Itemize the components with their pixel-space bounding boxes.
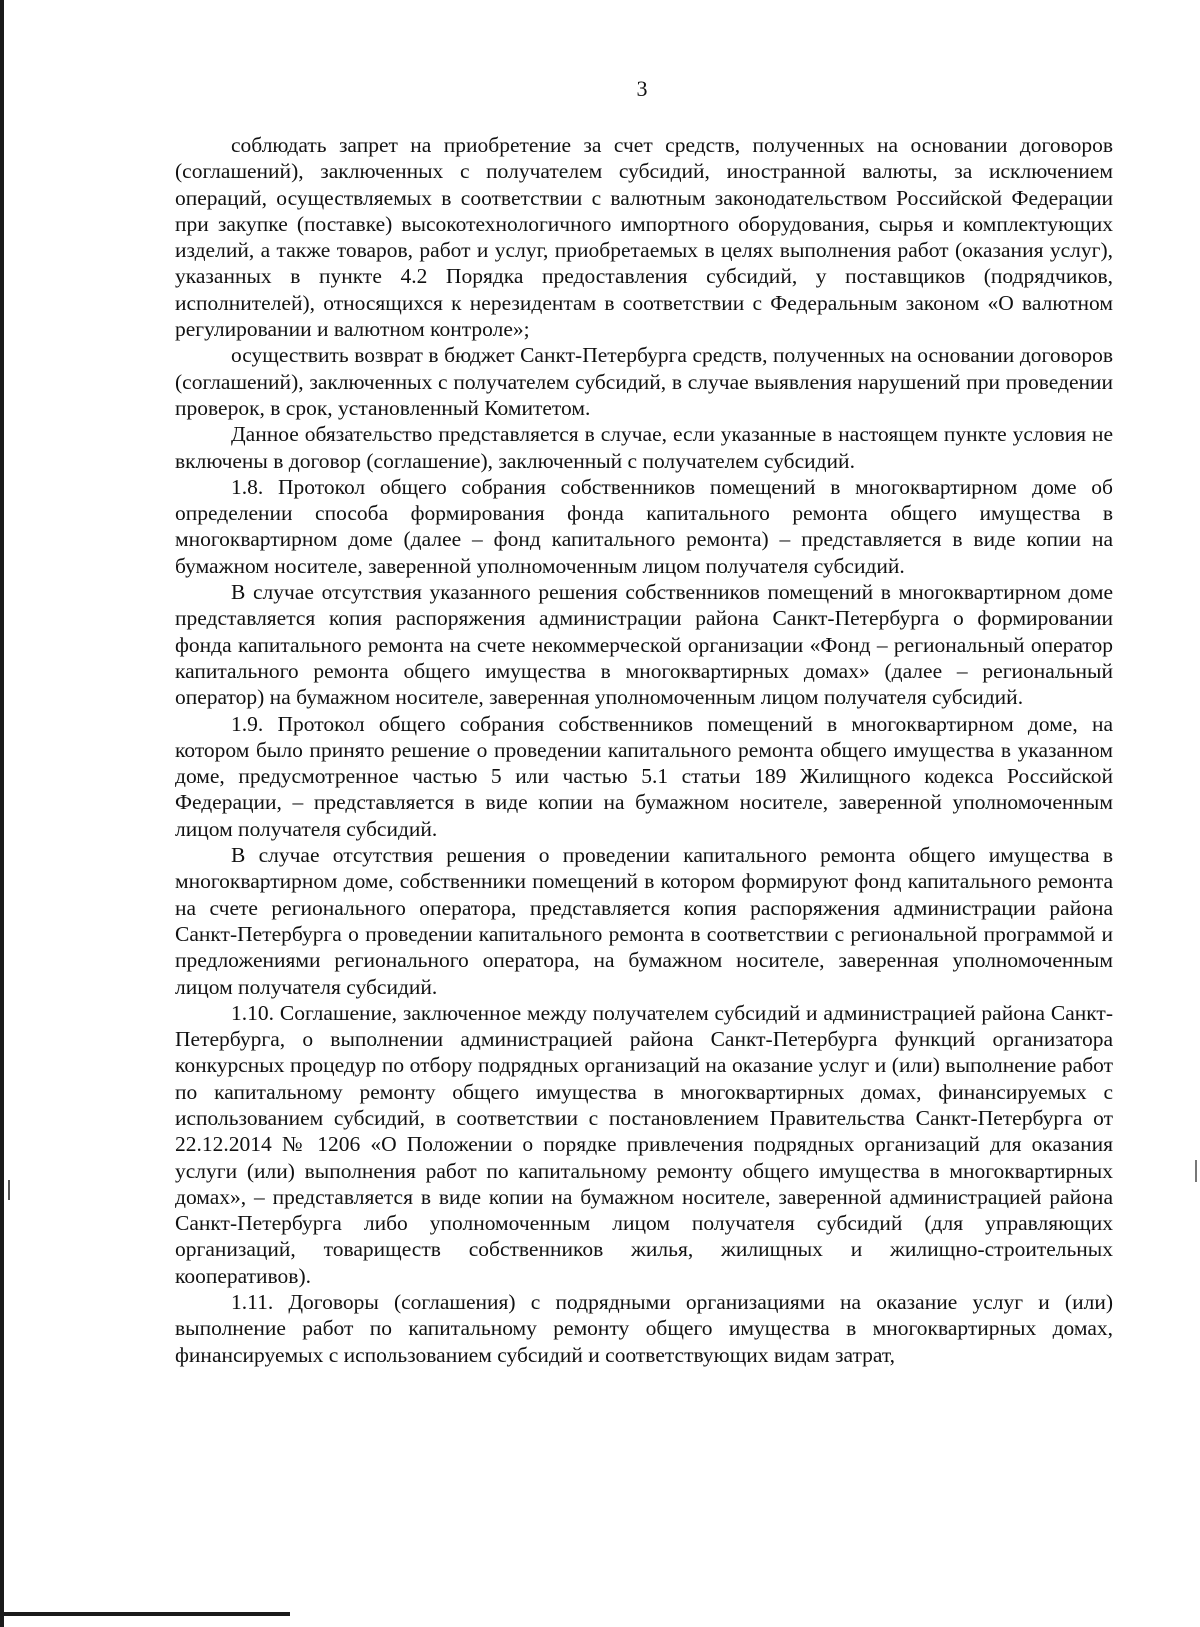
paragraph: 1.9. Протокол общего собрания собственников помещений в многоквартирном доме, на котором было принято решение о проведении капитального ремонта общего имущества в указанном доме, предусмотренное частью 5 или частью 5.1 статьи 189 Жилищного кодекса Российской Федерации, – представляется в виде копии на бумажном носителе, заверенной уполномоченным лицом получателя субсидий. bbox=[175, 711, 1113, 841]
paragraph: осуществить возврат в бюджет Санкт-Петербурга средств, полученных на основании договоров (соглашений), заключенных с получателем субсидий, в случае выявления нарушений при проведении проверок, в срок, установленный Комитетом. bbox=[175, 343, 1113, 420]
paragraph: 1.10. Соглашение, заключенное между получателем субсидий и администрацией района Санкт-Петербурга, о выполнении администрацией района Санкт-Петербурга функций организатора конкурсных процедур по отбору подрядных организаций на оказание услуг и (или) выполнение работ по капитальному ремонту общего имущества в многоквартирных домах, финансируемых с использованием субсидий, в соответствии с постановлением Правительства Санкт-Петербурга от 22.12.2014 № 1206 «О Положении о порядке привлечения подрядных организаций для оказания услуги (или) выполнения работ по капитальному ремонту общего имущества в многоквартирных домах», – представляется в виде копии на бумажном носителе, заверенной администрацией района Санкт-Петербурга либо уполномоченным лицом получателя субсидий (для управляющих организаций, товариществ собственников жилья, жилищных и жилищно-строительных кооперативов). bbox=[175, 1000, 1113, 1288]
paragraph: 1.8. Протокол общего собрания собственников помещений в многоквартирном доме об определении способа формирования фонда капитального ремонта общего имущества в многоквартирном доме (далее – фонд капитального ремонта) – представляется в виде копии на бумажном носителе, заверенной уполномоченным лицом получателя субсидий. bbox=[175, 474, 1113, 578]
scan-artifact-mark bbox=[1195, 1160, 1197, 1182]
document-body bbox=[175, 132, 1113, 1368]
page-number: 3 bbox=[636, 76, 648, 101]
scan-left-edge bbox=[0, 0, 4, 1627]
scan-artifact-mark bbox=[8, 1180, 10, 1200]
paragraph: В случае отсутствия решения о проведении капитального ремонта общего имущества в многоквартирном доме, собственники помещений в котором формируют фонд капитального ремонта на счете регионального оператора, представляется копия распоряжения администрации района Санкт-Петербурга о проведении капитального ремонта в соответствии с региональной программой и предложениями регионального оператора, на бумажном носителе, заверенная уполномоченным лицом получателя субсидий. bbox=[175, 843, 1113, 999]
paragraph: Данное обязательство представляется в случае, если указанные в настоящем пункте условия не включены в договор (соглашение), заключенный с получателем субсидий. bbox=[175, 422, 1113, 473]
paragraph: 1.11. Договоры (соглашения) с подрядными организациями на оказание услуг и (или) выполнение работ по капитальному ремонту общего имущества в многоквартирных домах, финансируемых с использованием субсидий и соответствующих видам затрат, bbox=[175, 1290, 1113, 1367]
paragraph: В случае отсутствия указанного решения собственников помещений в многоквартирном доме представляется копия распоряжения администрации района Санкт-Петербурга о формировании фонда капитального ремонта на счете некоммерческой организации «Фонд – региональный оператор капитального ремонта общего имущества в многоквартирных домах» (далее – региональный оператор) на бумажном носителе, заверенная уполномоченным лицом получателя субсидий. bbox=[175, 580, 1113, 710]
paragraph: соблюдать запрет на приобретение за счет средств, полученных на основании договоров (соглашений), заключенных с получателем субсидий, иностранной валюты, за исключением операций, осуществляемых в соответствии с валютным законодательством Российской Федерации при закупке (поставке) высокотехнологичного импортного оборудования, сырья и комплектующих изделий, а также товаров, работ и услуг, приобретаемых в целях выполнения работ (оказания услуг), указанных в пункте 4.2 Порядка предоставления субсидий, у поставщиков (подрядчиков, исполнителей), относящихся к нерезидентам в соответствии с Федеральным законом «О валютном регулировании и валютном контроле»; bbox=[175, 133, 1113, 342]
scan-footer-line bbox=[0, 1612, 290, 1616]
